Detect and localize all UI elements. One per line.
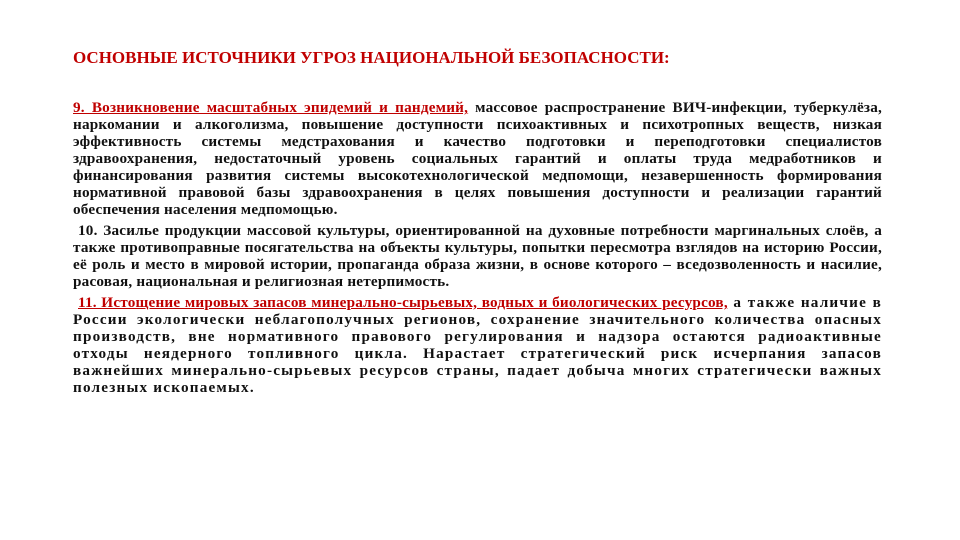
item-9-text: массовое распространение ВИЧ-инфекции, туберкулёза, наркомании и алкоголизма, повышение доступности психоактивных и психотропных веществ, низкая эффективность системы медстрахования и качество подготовки и переподготовки специалистов здравоохранения, недостаточный уровень социальных гарантий и оплаты труда медработников и финансирования развития системы высокотехнологической медпомощи, незавершенность формирования нормативной правовой базы здравоохранения в целях повышения доступности и реализации гарантий обеспечения населения медпомощью.: [73, 99, 882, 218]
list-item-11: [73, 294, 882, 396]
item-10-text: 10. Засилье продукции массовой культуры, ориентированной на духовные потребности маргинальных слоёв, а также противоправные посягательства на объекты культуры, попытки пересмотра взглядов на историю России, её роль и место в мировой истории, пропаганда образа жизни, в основе которого – вседозволенность и насилие, расовая, национальная и религиозная нетерпимость.: [73, 222, 882, 290]
slide-title: ОСНОВНЫЕ ИСТОЧНИКИ УГРОЗ НАЦИОНАЛЬНОЙ БЕЗОПАСНОСТИ:: [73, 48, 670, 67]
list-item-9: [73, 99, 882, 218]
slide-body: [73, 99, 882, 396]
item-9-heading: 9. Возникновение масштабных эпидемий и пандемий,: [73, 99, 469, 116]
list-item-10: [73, 222, 882, 290]
item-11-text: а также наличие в России экологически неблагополучных регионов, сохранение значительного количества опасных производств, вне нормативного правового регулирования и надзора остаются радиоактивные отходы неядерного топливного цикла. Нарастает стратегический риск исчерпания запасов важнейших минерально-сырьевых ресурсов страны, падает добыча многих стратегически важных полезных ископаемых.: [73, 294, 882, 396]
item-11-heading: 11. Истощение мировых запасов минерально-сырьевых, водных и биологических ресурсов,: [78, 294, 728, 311]
